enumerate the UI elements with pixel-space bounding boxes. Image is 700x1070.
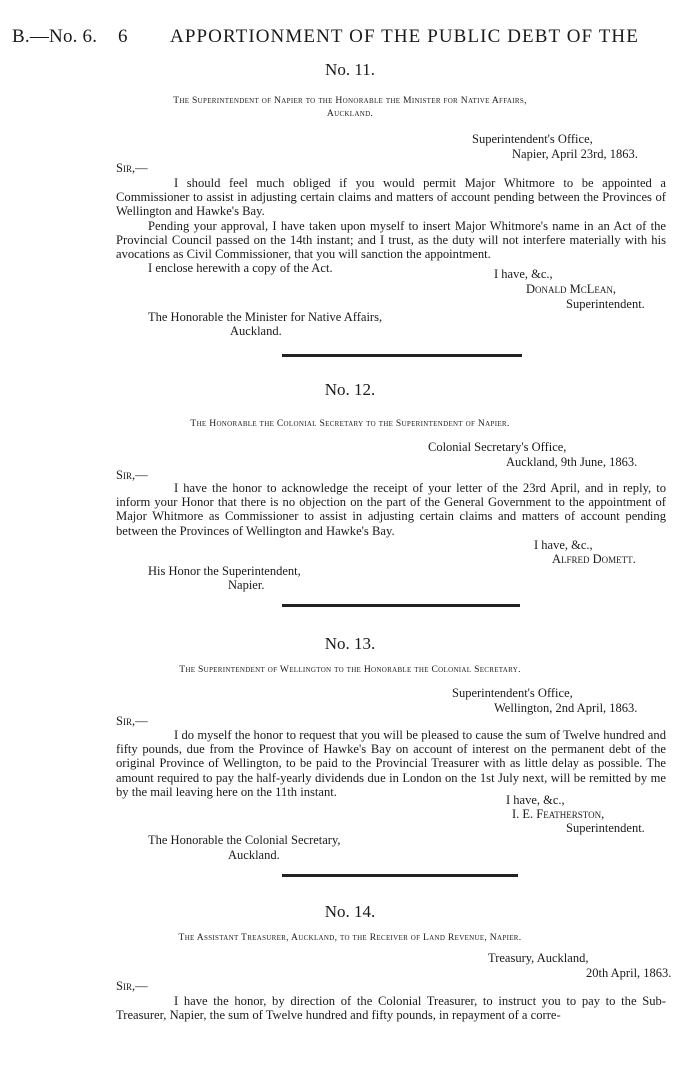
header-title: APPORTIONMENT OF THE PUBLIC DEBT OF THE <box>170 26 639 47</box>
letter-12-recipient: His Honor the Superintendent, <box>148 564 301 578</box>
letter-14-body <box>116 994 666 1022</box>
letter-14-address: The Assistant Treasurer, Auckland, to the Receiver of Land Revenue, Napier. <box>178 932 522 943</box>
letter-12-salutation: Sir,— <box>116 468 148 482</box>
letter-12-paragraph: I have the honor to acknowledge the receipt of your letter of the 23rd April, and in reply, to inform your Honor that there is no objection on the part of the General Government to the appointment of Major Whitmore as Commissioner to assist in adjusting certain claims and matters of account pending between the Provinces of Wellington and Hawke's Bay. <box>116 481 666 538</box>
letter-11-recipient-place: Auckland. <box>230 324 282 338</box>
letter-13-number: No. 13. <box>324 634 376 653</box>
letter-11-closing: I have, &c., <box>494 267 553 281</box>
letter-11-paragraph: I should feel much obliged if you would permit Major Whitmore to be appointed a Commissioner to assist in adjusting certain claims and matters of account pending between the Provinces of Wellington and Hawke's Bay. <box>116 176 666 219</box>
letter-11-body <box>116 176 666 275</box>
letter-14-origin-date: 20th April, 1863. <box>586 966 672 980</box>
letter-14-paragraph: I have the honor, by direction of the Colonial Treasurer, to instruct you to pay to the Sub-Treasurer, Napier, the sum of Twelve hundred and fifty pounds, in repayment of a corre- <box>116 994 666 1023</box>
letter-11-address: The Superintendent of Napier to the Honorable the Minister for Native Affairs, Auckland. <box>173 95 527 119</box>
letter-13-origin-office: Superintendent's Office, <box>452 686 573 700</box>
letter-11-salutation: Sir,— <box>116 161 148 175</box>
letter-14-salutation: Sir,— <box>116 979 148 993</box>
letter-13-salutation: Sir,— <box>116 714 148 728</box>
letter-11-signature: Donald McLean, <box>526 282 617 296</box>
letter-14-origin-office: Treasury, Auckland, <box>488 951 589 965</box>
header-page-number: 6 <box>118 26 128 47</box>
letter-12-address: The Honorable the Colonial Secretary to the Superintendent of Napier. <box>190 418 510 429</box>
letter-11-origin-date: Napier, April 23rd, 1863. <box>512 147 638 161</box>
letter-13-sign-title: Superintendent. <box>566 821 645 835</box>
letter-13-address: The Superintendent of Wellington to the Honorable the Colonial Secretary. <box>179 664 521 675</box>
letter-13-signature: I. E. Featherston, <box>512 807 605 821</box>
letter-11-paragraph: I enclose herewith a copy of the Act. <box>148 261 333 276</box>
section-divider <box>282 874 518 877</box>
letter-11-paragraph: Pending your approval, I have taken upon myself to insert Major Whitmore's name in an Act of the Provincial Council passed on the 14th instant; and I trust, as the duty will not interfere materially with his avocations as Civil Commissioner, that you will sanction the appointment. <box>116 218 666 262</box>
letter-12-body <box>116 481 666 538</box>
letter-13-recipient-place: Auckland. <box>228 848 280 862</box>
letter-11-origin-office: Superintendent's Office, <box>472 132 593 146</box>
letter-12-recipient-place: Napier. <box>228 578 265 592</box>
letter-12-signature: Alfred Domett. <box>552 552 636 566</box>
letter-11-number: No. 11. <box>325 60 375 79</box>
letter-12-closing: I have, &c., <box>534 538 593 552</box>
section-divider <box>282 354 522 357</box>
letter-11-recipient: The Honorable the Minister for Native Affairs, <box>148 310 383 324</box>
letter-13-recipient: The Honorable the Colonial Secretary, <box>148 833 341 847</box>
letter-12-number: No. 12. <box>324 380 376 399</box>
letter-11-sign-title: Superintendent. <box>566 297 645 311</box>
letter-12-origin-date: Auckland, 9th June, 1863. <box>506 455 638 469</box>
letter-13-paragraph: I do myself the honor to request that you will be pleased to cause the sum of Twelve hundred and fifty pounds, due from the Province of Hawke's Bay on account of interest on the permanent debt of the original Province of Wellington, to be paid to the Provincial Treasurer with as little delay as possible. The amount required to pay the half-yearly dividends due in London on the 1st July next, will be remitted by me by the mail leaving here on the 11th instant. <box>116 728 666 799</box>
letter-13-closing: I have, &c., <box>506 793 565 807</box>
letter-14-number: No. 14. <box>324 902 376 921</box>
letter-12-origin-office: Colonial Secretary's Office, <box>428 440 567 454</box>
header-reference: B.—No. 6. <box>12 26 98 47</box>
section-divider <box>282 604 520 607</box>
letter-13-body <box>116 728 666 799</box>
letter-13-origin-date: Wellington, 2nd April, 1863. <box>494 701 638 715</box>
